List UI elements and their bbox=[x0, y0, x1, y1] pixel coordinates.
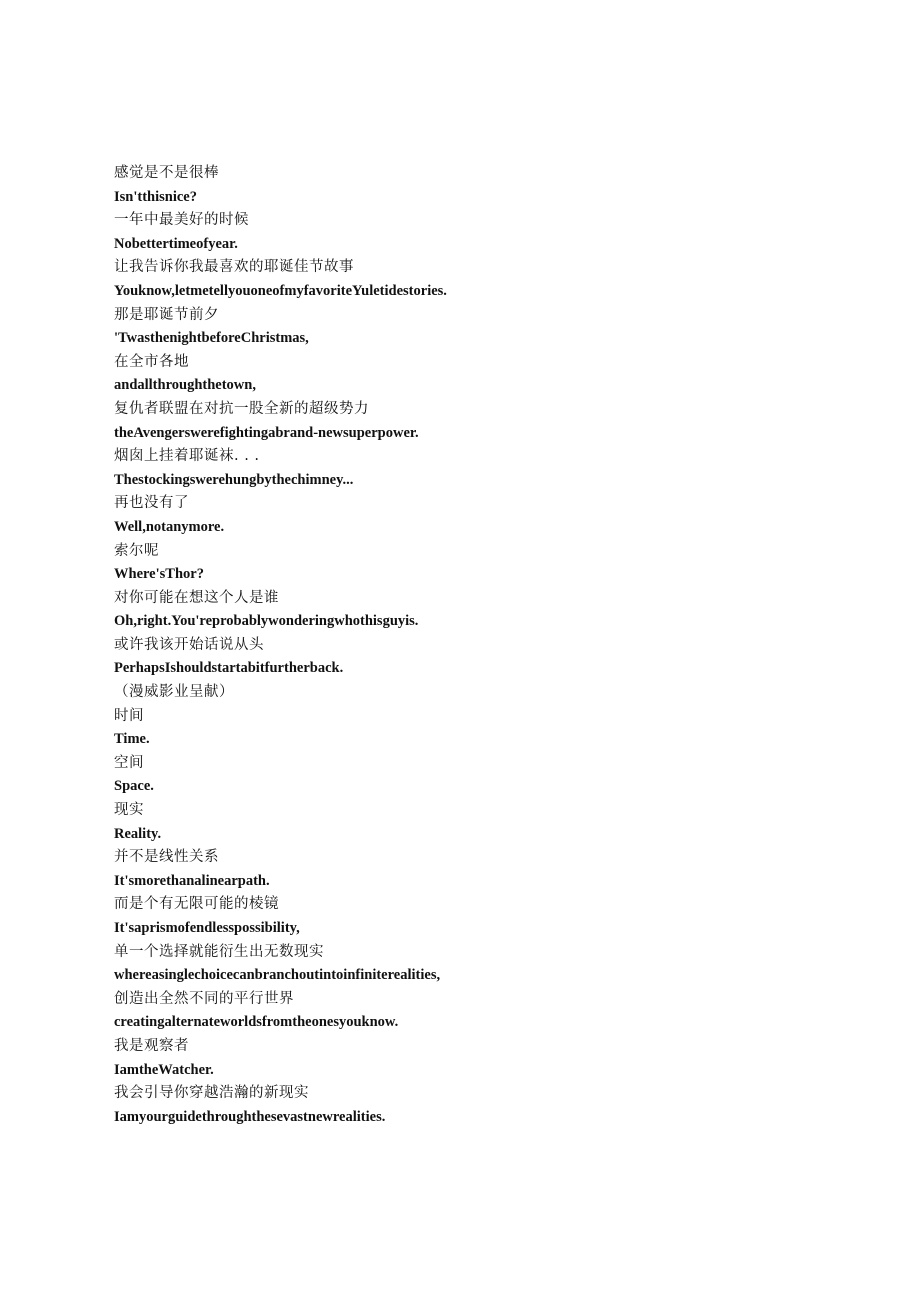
subtitle-line-english: Nobettertimeofyear. bbox=[114, 235, 238, 252]
subtitle-line-english: Where'sThor? bbox=[114, 566, 204, 583]
subtitle-line-chinese: 而是个有无限可能的棱镜 bbox=[114, 896, 279, 913]
subtitle-line-chinese: 创造出全然不同的平行世界 bbox=[114, 990, 294, 1007]
subtitle-line-chinese: 单一个选择就能衍生出无数现实 bbox=[114, 943, 324, 960]
subtitle-line-chinese: 或许我该开始话说从头 bbox=[114, 636, 264, 653]
subtitle-line-chinese: 空间 bbox=[114, 754, 144, 771]
subtitle-line-chinese: 复仇者联盟在对抗一股全新的超级势力 bbox=[114, 400, 369, 417]
subtitle-line-chinese: 在全市各地 bbox=[114, 353, 189, 370]
subtitle-line-english: PerhapsIshouldstartabitfurtherback. bbox=[114, 660, 344, 677]
subtitle-line-chinese: 烟囱上挂着耶诞袜. . . bbox=[114, 448, 260, 465]
subtitle-line-chinese: 索尔呢 bbox=[114, 542, 159, 559]
subtitle-line-english: Oh,right.You'reprobablywonderingwhothisguyis. bbox=[114, 613, 419, 630]
subtitle-line-english: theAvengerswerefightingabrand-newsuperpower. bbox=[114, 424, 419, 441]
subtitle-line-chinese: （漫威影业呈献） bbox=[114, 684, 234, 701]
subtitle-line-chinese: 时间 bbox=[114, 707, 144, 724]
subtitle-line-english: Space. bbox=[114, 778, 154, 795]
subtitle-line-english: Time. bbox=[114, 731, 150, 748]
subtitle-line-english: It'saprismofendlesspossibility, bbox=[114, 920, 300, 936]
subtitle-line-chinese: 并不是线性关系 bbox=[114, 849, 219, 866]
subtitle-line-english: creatingalternateworldsfromtheonesyouknow. bbox=[114, 1014, 399, 1031]
subtitle-line-english: andallthroughthetown, bbox=[114, 377, 256, 394]
subtitle-line-chinese: 那是耶诞节前夕 bbox=[114, 306, 219, 323]
subtitle-line-chinese: 再也没有了 bbox=[114, 495, 189, 512]
subtitle-line-chinese: 让我告诉你我最喜欢的耶诞佳节故事 bbox=[114, 259, 354, 276]
subtitle-line-english: 'TwasthenightbeforeChristmas, bbox=[114, 330, 309, 347]
subtitle-line-chinese: 感觉是不是很棒 bbox=[114, 165, 219, 181]
subtitle-line-english: Iamyourguidethroughthesevastnewrealities. bbox=[114, 1108, 386, 1125]
subtitle-line-english: It'smorethanalinearpath. bbox=[114, 872, 270, 889]
subtitle-line-english: IamtheWatcher. bbox=[114, 1061, 214, 1078]
subtitle-line-english: Thestockingswerehungbythechimney... bbox=[114, 471, 354, 488]
subtitle-line-chinese: 我会引导你穿越浩瀚的新现实 bbox=[114, 1085, 309, 1102]
subtitle-line-chinese: 我是观察者 bbox=[114, 1037, 189, 1054]
subtitle-list bbox=[114, 162, 874, 1129]
subtitle-line-english: whereasinglechoicecanbranchoutintoinfiniterealities, bbox=[114, 967, 441, 984]
subtitle-line-chinese: 现实 bbox=[114, 802, 144, 819]
subtitle-line-chinese: 一年中最美好的时候 bbox=[114, 212, 249, 229]
subtitle-line-chinese: 对你可能在想这个人是谁 bbox=[114, 589, 279, 606]
subtitle-line-english: Reality. bbox=[114, 825, 162, 842]
subtitle-line-english: Well,notanymore. bbox=[114, 518, 225, 535]
subtitle-line-english: Isn'tthisnice? bbox=[114, 188, 197, 205]
subtitle-line-english: Youknow,letmetellyouoneofmyfavoriteYuletidestories. bbox=[114, 282, 447, 299]
